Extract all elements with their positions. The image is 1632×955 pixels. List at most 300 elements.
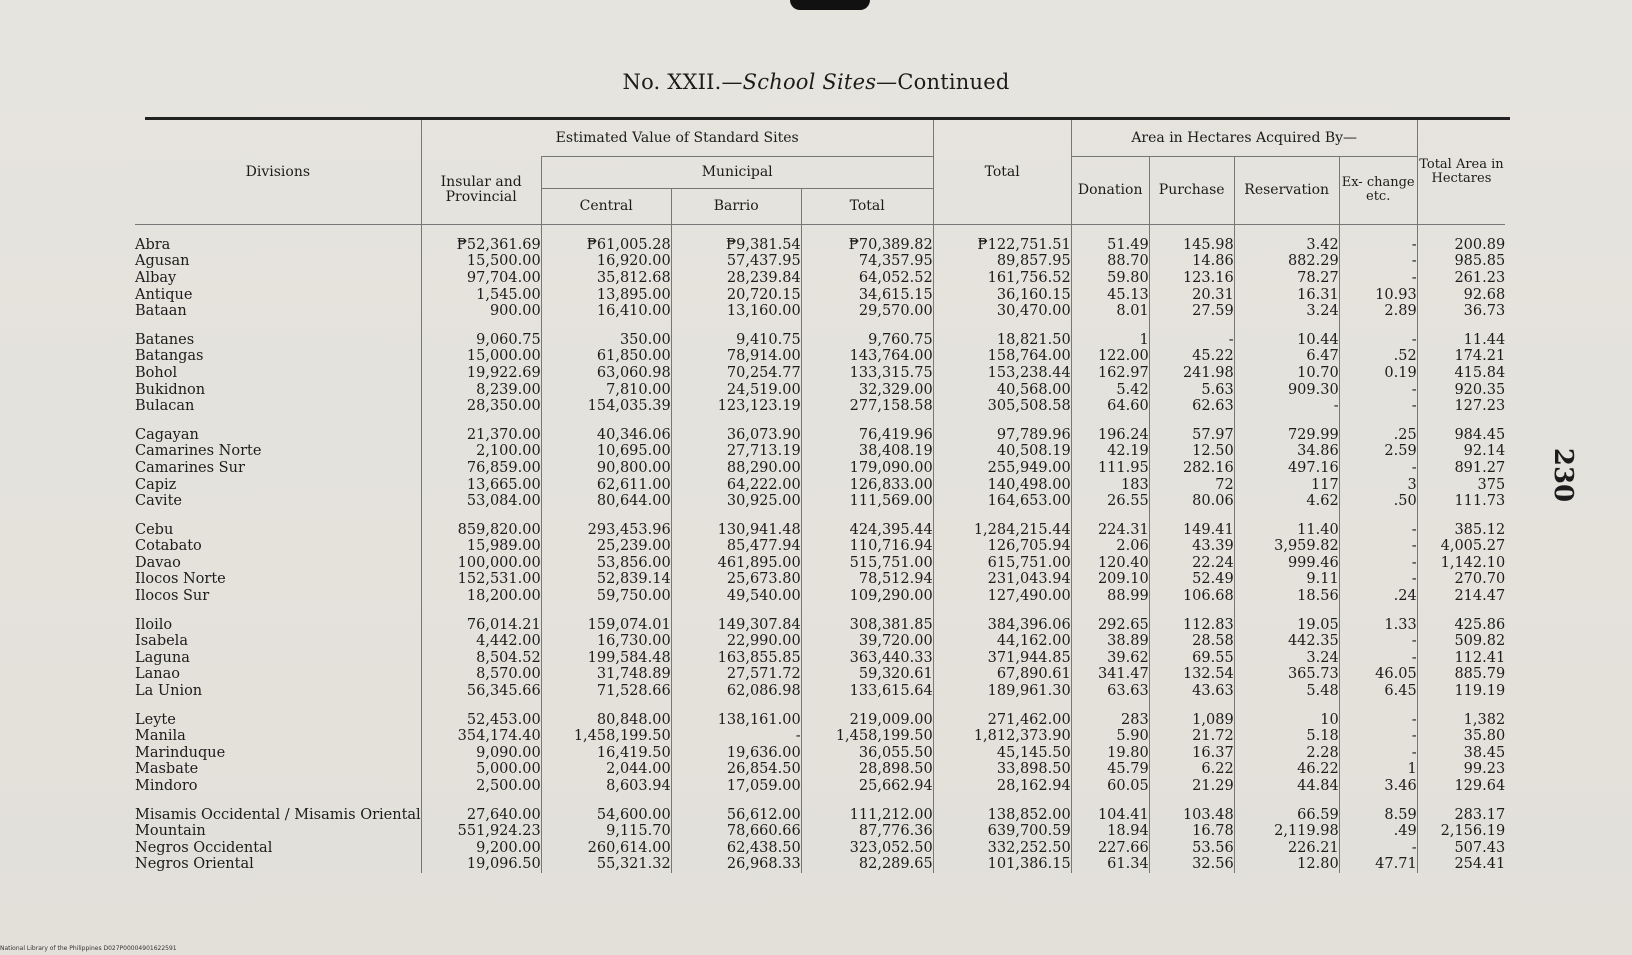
division-name: Albay	[135, 269, 177, 286]
value-cell: 214.47	[1417, 588, 1505, 605]
value-cell: 10.44	[1234, 331, 1339, 348]
value-cell: 27,713.19	[671, 443, 801, 460]
value-cell: 36.73	[1417, 303, 1505, 320]
value-cell: 984.45	[1417, 426, 1505, 443]
value-cell: 103.48	[1149, 806, 1234, 823]
header-insular: Insular and Provincial	[421, 156, 541, 224]
value-cell: 78,512.94	[801, 571, 933, 588]
page-title	[0, 70, 1632, 94]
division-name: Masbate	[135, 761, 199, 778]
value-cell: 47.71	[1339, 856, 1417, 873]
table-row	[135, 778, 1505, 795]
value-cell: 189,961.30	[933, 683, 1071, 700]
value-cell: 111,569.00	[801, 493, 933, 510]
value-cell: 13,160.00	[671, 303, 801, 320]
value-cell: 270.70	[1417, 571, 1505, 588]
value-cell: -	[671, 728, 801, 745]
division-name: Bulacan	[135, 398, 195, 415]
value-cell: 882.29	[1234, 253, 1339, 270]
value-cell: 308,381.85	[801, 616, 933, 633]
value-cell: 19,096.50	[421, 856, 541, 873]
value-cell: 2.06	[1071, 538, 1149, 555]
value-cell: 64,222.00	[671, 476, 801, 493]
value-cell: 36,160.15	[933, 286, 1071, 303]
value-cell: 164,653.00	[933, 493, 1071, 510]
value-cell: 20.31	[1149, 286, 1234, 303]
value-cell: 292.65	[1071, 616, 1149, 633]
value-cell: 384,396.06	[933, 616, 1071, 633]
value-cell: 153,238.44	[933, 365, 1071, 382]
value-cell: 24,519.00	[671, 381, 801, 398]
value-cell: 78.27	[1234, 270, 1339, 287]
value-cell: 1	[1071, 331, 1149, 348]
value-cell: 615,751.00	[933, 555, 1071, 572]
value-cell: 18.56	[1234, 588, 1339, 605]
header-barrio: Barrio	[671, 188, 801, 224]
value-cell: 13,895.00	[541, 286, 671, 303]
value-cell: 2.28	[1234, 745, 1339, 762]
value-cell: -	[1339, 253, 1417, 270]
group-spacer	[135, 319, 1505, 331]
value-cell: 56,612.00	[671, 806, 801, 823]
value-cell: 92.68	[1417, 286, 1505, 303]
value-cell: 293,453.96	[541, 521, 671, 538]
value-cell: 158,764.00	[933, 348, 1071, 365]
value-cell: 145.98	[1149, 237, 1234, 254]
table-row	[135, 381, 1505, 398]
value-cell: 1,458,199.50	[801, 728, 933, 745]
value-cell: 415.84	[1417, 365, 1505, 382]
value-cell: 101,386.15	[933, 856, 1071, 873]
value-cell: 985.85	[1417, 253, 1505, 270]
value-cell: 38.45	[1417, 745, 1505, 762]
value-cell: 39,720.00	[801, 633, 933, 650]
value-cell: 305,508.58	[933, 398, 1071, 415]
division-name: Cagayan	[135, 426, 199, 443]
value-cell: 67,890.61	[933, 666, 1071, 683]
value-cell: 129.64	[1417, 778, 1505, 795]
value-cell: ₱122,751.51	[933, 237, 1071, 254]
value-cell: 354,174.40	[421, 728, 541, 745]
group-spacer	[135, 604, 1505, 616]
value-cell: 2.59	[1339, 443, 1417, 460]
value-cell: 28,162.94	[933, 778, 1071, 795]
table-row	[135, 728, 1505, 745]
value-cell: 88,290.00	[671, 460, 801, 477]
value-cell: 2,044.00	[541, 761, 671, 778]
value-cell: 15,989.00	[421, 538, 541, 555]
value-cell: 38.89	[1071, 633, 1149, 650]
value-cell: 10,695.00	[541, 443, 671, 460]
value-cell: 70,254.77	[671, 365, 801, 382]
value-cell: 226.21	[1234, 840, 1339, 857]
value-cell: ₱9,381.54	[671, 237, 801, 254]
value-cell: 45.13	[1071, 286, 1149, 303]
value-cell: 18.94	[1071, 823, 1149, 840]
value-cell: 27.59	[1149, 303, 1234, 320]
group-spacer	[135, 794, 1505, 806]
school-sites-table	[135, 120, 1505, 873]
division-name: Mountain	[135, 823, 206, 840]
value-cell: 363,440.33	[801, 650, 933, 667]
value-cell: 507.43	[1417, 840, 1505, 857]
value-cell: -	[1339, 331, 1417, 348]
value-cell: 271,462.00	[933, 711, 1071, 728]
value-cell: 999.46	[1234, 555, 1339, 572]
value-cell: 51.49	[1071, 237, 1149, 254]
value-cell: 46.22	[1234, 761, 1339, 778]
value-cell: 42.19	[1071, 443, 1149, 460]
value-cell: 76,014.21	[421, 616, 541, 633]
table-row	[135, 331, 1505, 348]
value-cell: 111.95	[1071, 460, 1149, 477]
table-row	[135, 426, 1505, 443]
value-cell: 46.05	[1339, 666, 1417, 683]
value-cell: 31,748.89	[541, 666, 671, 683]
value-cell: 885.79	[1417, 666, 1505, 683]
title-suffix: —Continued	[876, 70, 1010, 94]
title-italic: School Sites	[742, 70, 877, 94]
table-row	[135, 616, 1505, 633]
value-cell: 26.55	[1071, 493, 1149, 510]
header-total: Total	[933, 120, 1071, 224]
value-cell: 16.31	[1234, 286, 1339, 303]
value-cell: 89,857.95	[933, 253, 1071, 270]
value-cell: 26,968.33	[671, 856, 801, 873]
value-cell: -	[1339, 237, 1417, 254]
group-spacer	[135, 509, 1505, 521]
value-cell: 59.80	[1071, 270, 1149, 287]
value-cell: 515,751.00	[801, 555, 933, 572]
value-cell: 0.19	[1339, 365, 1417, 382]
value-cell: 509.82	[1417, 633, 1505, 650]
value-cell: 9,410.75	[671, 331, 801, 348]
value-cell: 18,821.50	[933, 331, 1071, 348]
division-name: Negros Occidental	[135, 839, 273, 856]
value-cell: 350.00	[541, 331, 671, 348]
value-cell: 88.99	[1071, 588, 1149, 605]
value-cell: 71,528.66	[541, 683, 671, 700]
division-name: Batanes	[135, 331, 195, 348]
value-cell: 140,498.00	[933, 476, 1071, 493]
value-cell: 17,059.00	[671, 778, 801, 795]
value-cell: 10.93	[1339, 286, 1417, 303]
value-cell: 163,855.85	[671, 650, 801, 667]
table-row	[135, 253, 1505, 270]
division-name: Iloilo	[135, 616, 173, 633]
value-cell: -	[1149, 331, 1234, 348]
value-cell: 80,644.00	[541, 493, 671, 510]
ink-blot	[790, 0, 870, 10]
division-name: Manila	[135, 728, 186, 745]
value-cell: 85,477.94	[671, 538, 801, 555]
value-cell: 110,716.94	[801, 538, 933, 555]
value-cell: 40,508.19	[933, 443, 1071, 460]
value-cell: 35,812.68	[541, 270, 671, 287]
value-cell: 425.86	[1417, 616, 1505, 633]
value-cell: 52,453.00	[421, 711, 541, 728]
division-name: Misamis Occidental / Misamis Oriental	[135, 806, 421, 823]
value-cell: 28.58	[1149, 633, 1234, 650]
table-row	[135, 588, 1505, 605]
value-cell: 112.83	[1149, 616, 1234, 633]
header-exchange: Ex- change etc.	[1339, 156, 1417, 224]
division-name: La Union	[135, 683, 203, 700]
table-row	[135, 555, 1505, 572]
division-name: Marinduque	[135, 744, 226, 761]
value-cell: 10	[1234, 711, 1339, 728]
value-cell: 62,611.00	[541, 476, 671, 493]
table-row	[135, 571, 1505, 588]
value-cell: 61.34	[1071, 856, 1149, 873]
value-cell: 109,290.00	[801, 588, 933, 605]
value-cell: 241.98	[1149, 365, 1234, 382]
table-row	[135, 683, 1505, 700]
table-row	[135, 398, 1505, 415]
division-name: Ilocos Sur	[135, 588, 210, 605]
division-name: Camarines Norte	[135, 443, 262, 460]
table-row	[135, 666, 1505, 683]
value-cell: 371,944.85	[933, 650, 1071, 667]
division-name: Leyte	[135, 711, 176, 728]
value-cell: 61,850.00	[541, 348, 671, 365]
value-cell: 21.72	[1149, 728, 1234, 745]
header-area-acquired: Area in Hectares Acquired By—	[1071, 120, 1417, 156]
value-cell: 97,789.96	[933, 426, 1071, 443]
value-cell: 9,760.75	[801, 331, 933, 348]
table-row	[135, 521, 1505, 538]
value-cell: 9,060.75	[421, 331, 541, 348]
value-cell: 43.39	[1149, 538, 1234, 555]
division-name: Cotabato	[135, 538, 202, 555]
value-cell: 22.24	[1149, 555, 1234, 572]
value-cell: ₱61,005.28	[541, 237, 671, 254]
value-cell: 52.49	[1149, 571, 1234, 588]
table-row	[135, 476, 1505, 493]
group-spacer	[135, 224, 1505, 237]
value-cell: 8,504.52	[421, 650, 541, 667]
value-cell: 64.60	[1071, 398, 1149, 415]
value-cell: 13,665.00	[421, 476, 541, 493]
value-cell: 59,320.61	[801, 666, 933, 683]
footer-credit: National Library of the Philippines D027P00004901622591	[0, 945, 177, 952]
value-cell: 16.37	[1149, 745, 1234, 762]
value-cell: 63,060.98	[541, 365, 671, 382]
value-cell: 34,615.15	[801, 286, 933, 303]
division-name: Ilocos Norte	[135, 571, 226, 588]
table-row	[135, 840, 1505, 857]
division-name: Capiz	[135, 476, 177, 493]
value-cell: 19.80	[1071, 745, 1149, 762]
value-cell: 111,212.00	[801, 806, 933, 823]
value-cell: 52,839.14	[541, 571, 671, 588]
value-cell: 4.62	[1234, 493, 1339, 510]
value-cell: 8,603.94	[541, 778, 671, 795]
table-row	[135, 633, 1505, 650]
value-cell: 11.40	[1234, 521, 1339, 538]
value-cell: 183	[1071, 476, 1149, 493]
value-cell: 54,600.00	[541, 806, 671, 823]
value-cell: -	[1339, 571, 1417, 588]
value-cell: 231,043.94	[933, 571, 1071, 588]
value-cell: 15,500.00	[421, 253, 541, 270]
value-cell: 5.90	[1071, 728, 1149, 745]
value-cell: 260,614.00	[541, 840, 671, 857]
value-cell: 26,854.50	[671, 761, 801, 778]
value-cell: 15,000.00	[421, 348, 541, 365]
value-cell: 261.23	[1417, 270, 1505, 287]
value-cell: 44,162.00	[933, 633, 1071, 650]
value-cell: -	[1339, 398, 1417, 415]
table-row	[135, 806, 1505, 823]
value-cell: 36,073.90	[671, 426, 801, 443]
value-cell: 69.55	[1149, 650, 1234, 667]
value-cell: 1.33	[1339, 616, 1417, 633]
division-name: Cavite	[135, 493, 182, 510]
value-cell: 33,898.50	[933, 761, 1071, 778]
value-cell: 19,636.00	[671, 745, 801, 762]
division-name: Camarines Sur	[135, 459, 245, 476]
division-name: Agusan	[135, 253, 190, 270]
value-cell: 3.24	[1234, 303, 1339, 320]
value-cell: 132.54	[1149, 666, 1234, 683]
value-cell: 891.27	[1417, 460, 1505, 477]
value-cell: 1	[1339, 761, 1417, 778]
value-cell: 111.73	[1417, 493, 1505, 510]
value-cell: 2,119.98	[1234, 823, 1339, 840]
value-cell: 11.44	[1417, 331, 1505, 348]
value-cell: 283	[1071, 711, 1149, 728]
value-cell: 3.46	[1339, 778, 1417, 795]
value-cell: 53.56	[1149, 840, 1234, 857]
value-cell: 639,700.59	[933, 823, 1071, 840]
value-cell: -	[1339, 840, 1417, 857]
value-cell: 19,922.69	[421, 365, 541, 382]
value-cell: 29,570.00	[801, 303, 933, 320]
value-cell: 60.05	[1071, 778, 1149, 795]
value-cell: 4,442.00	[421, 633, 541, 650]
value-cell: 126,833.00	[801, 476, 933, 493]
value-cell: 59,750.00	[541, 588, 671, 605]
division-name: Bohol	[135, 364, 178, 381]
value-cell: 1,812,373.90	[933, 728, 1071, 745]
table-row	[135, 823, 1505, 840]
division-name: Abra	[135, 236, 171, 253]
value-cell: 62,438.50	[671, 840, 801, 857]
division-name: Bataan	[135, 303, 187, 320]
group-spacer	[135, 699, 1505, 711]
value-cell: 162.97	[1071, 365, 1149, 382]
value-cell: 3.24	[1234, 650, 1339, 667]
value-cell: 104.41	[1071, 806, 1149, 823]
value-cell: 40,346.06	[541, 426, 671, 443]
value-cell: 112.41	[1417, 650, 1505, 667]
header-total-area: Total Area in Hectares	[1417, 120, 1505, 224]
value-cell: 3.42	[1234, 237, 1339, 254]
table-row	[135, 237, 1505, 254]
value-cell: 28,898.50	[801, 761, 933, 778]
value-cell: 123,123.19	[671, 398, 801, 415]
header-central: Central	[541, 188, 671, 224]
value-cell: 63.63	[1071, 683, 1149, 700]
division-name: Laguna	[135, 649, 190, 666]
value-cell: 442.35	[1234, 633, 1339, 650]
value-cell: 323,052.50	[801, 840, 933, 857]
value-cell: 497.16	[1234, 460, 1339, 477]
value-cell: .50	[1339, 493, 1417, 510]
value-cell: 127,490.00	[933, 588, 1071, 605]
value-cell: 7,810.00	[541, 381, 671, 398]
value-cell: 30,925.00	[671, 493, 801, 510]
value-cell: 6.22	[1149, 761, 1234, 778]
value-cell: 277,158.58	[801, 398, 933, 415]
value-cell: 32,329.00	[801, 381, 933, 398]
value-cell: 174.21	[1417, 348, 1505, 365]
value-cell: 82,289.65	[801, 856, 933, 873]
value-cell: 5,000.00	[421, 761, 541, 778]
value-cell: 161,756.52	[933, 270, 1071, 287]
value-cell: 21,370.00	[421, 426, 541, 443]
value-cell: 133,315.75	[801, 365, 933, 382]
value-cell: -	[1339, 460, 1417, 477]
value-cell: 152,531.00	[421, 571, 541, 588]
value-cell: -	[1339, 521, 1417, 538]
value-cell: 62,086.98	[671, 683, 801, 700]
value-cell: -	[1339, 728, 1417, 745]
value-cell: 14.86	[1149, 253, 1234, 270]
table-row	[135, 650, 1505, 667]
value-cell: 138,161.00	[671, 711, 801, 728]
value-cell: 12.80	[1234, 856, 1339, 873]
value-cell: -	[1339, 633, 1417, 650]
header-estimated-value: Estimated Value of Standard Sites	[421, 120, 933, 156]
value-cell: .49	[1339, 823, 1417, 840]
value-cell: 30,470.00	[933, 303, 1071, 320]
value-cell: 8.01	[1071, 303, 1149, 320]
value-cell: 3	[1339, 476, 1417, 493]
value-cell: 1,545.00	[421, 286, 541, 303]
value-cell: 35.80	[1417, 728, 1505, 745]
table-row	[135, 761, 1505, 778]
value-cell: 375	[1417, 476, 1505, 493]
header-donation: Donation	[1071, 156, 1149, 224]
value-cell: 36,055.50	[801, 745, 933, 762]
value-cell: 53,856.00	[541, 555, 671, 572]
value-cell: 227.66	[1071, 840, 1149, 857]
division-name: Isabela	[135, 633, 188, 650]
value-cell: 424,395.44	[801, 521, 933, 538]
value-cell: 22,990.00	[671, 633, 801, 650]
value-cell: 74,357.95	[801, 253, 933, 270]
value-cell: 44.84	[1234, 778, 1339, 795]
division-name: Negros Oriental	[135, 856, 254, 873]
table-body	[135, 224, 1505, 873]
value-cell: 3,959.82	[1234, 538, 1339, 555]
value-cell: 255,949.00	[933, 460, 1071, 477]
value-cell: 196.24	[1071, 426, 1149, 443]
value-cell: 219,009.00	[801, 711, 933, 728]
value-cell: ₱70,389.82	[801, 237, 933, 254]
value-cell: 53,084.00	[421, 493, 541, 510]
value-cell: 25,673.80	[671, 571, 801, 588]
value-cell: 45.79	[1071, 761, 1149, 778]
table-row	[135, 303, 1505, 320]
division-name: Lanao	[135, 666, 180, 683]
value-cell: 16,730.00	[541, 633, 671, 650]
value-cell: 130,941.48	[671, 521, 801, 538]
value-cell: 87,776.36	[801, 823, 933, 840]
value-cell: 16.78	[1149, 823, 1234, 840]
